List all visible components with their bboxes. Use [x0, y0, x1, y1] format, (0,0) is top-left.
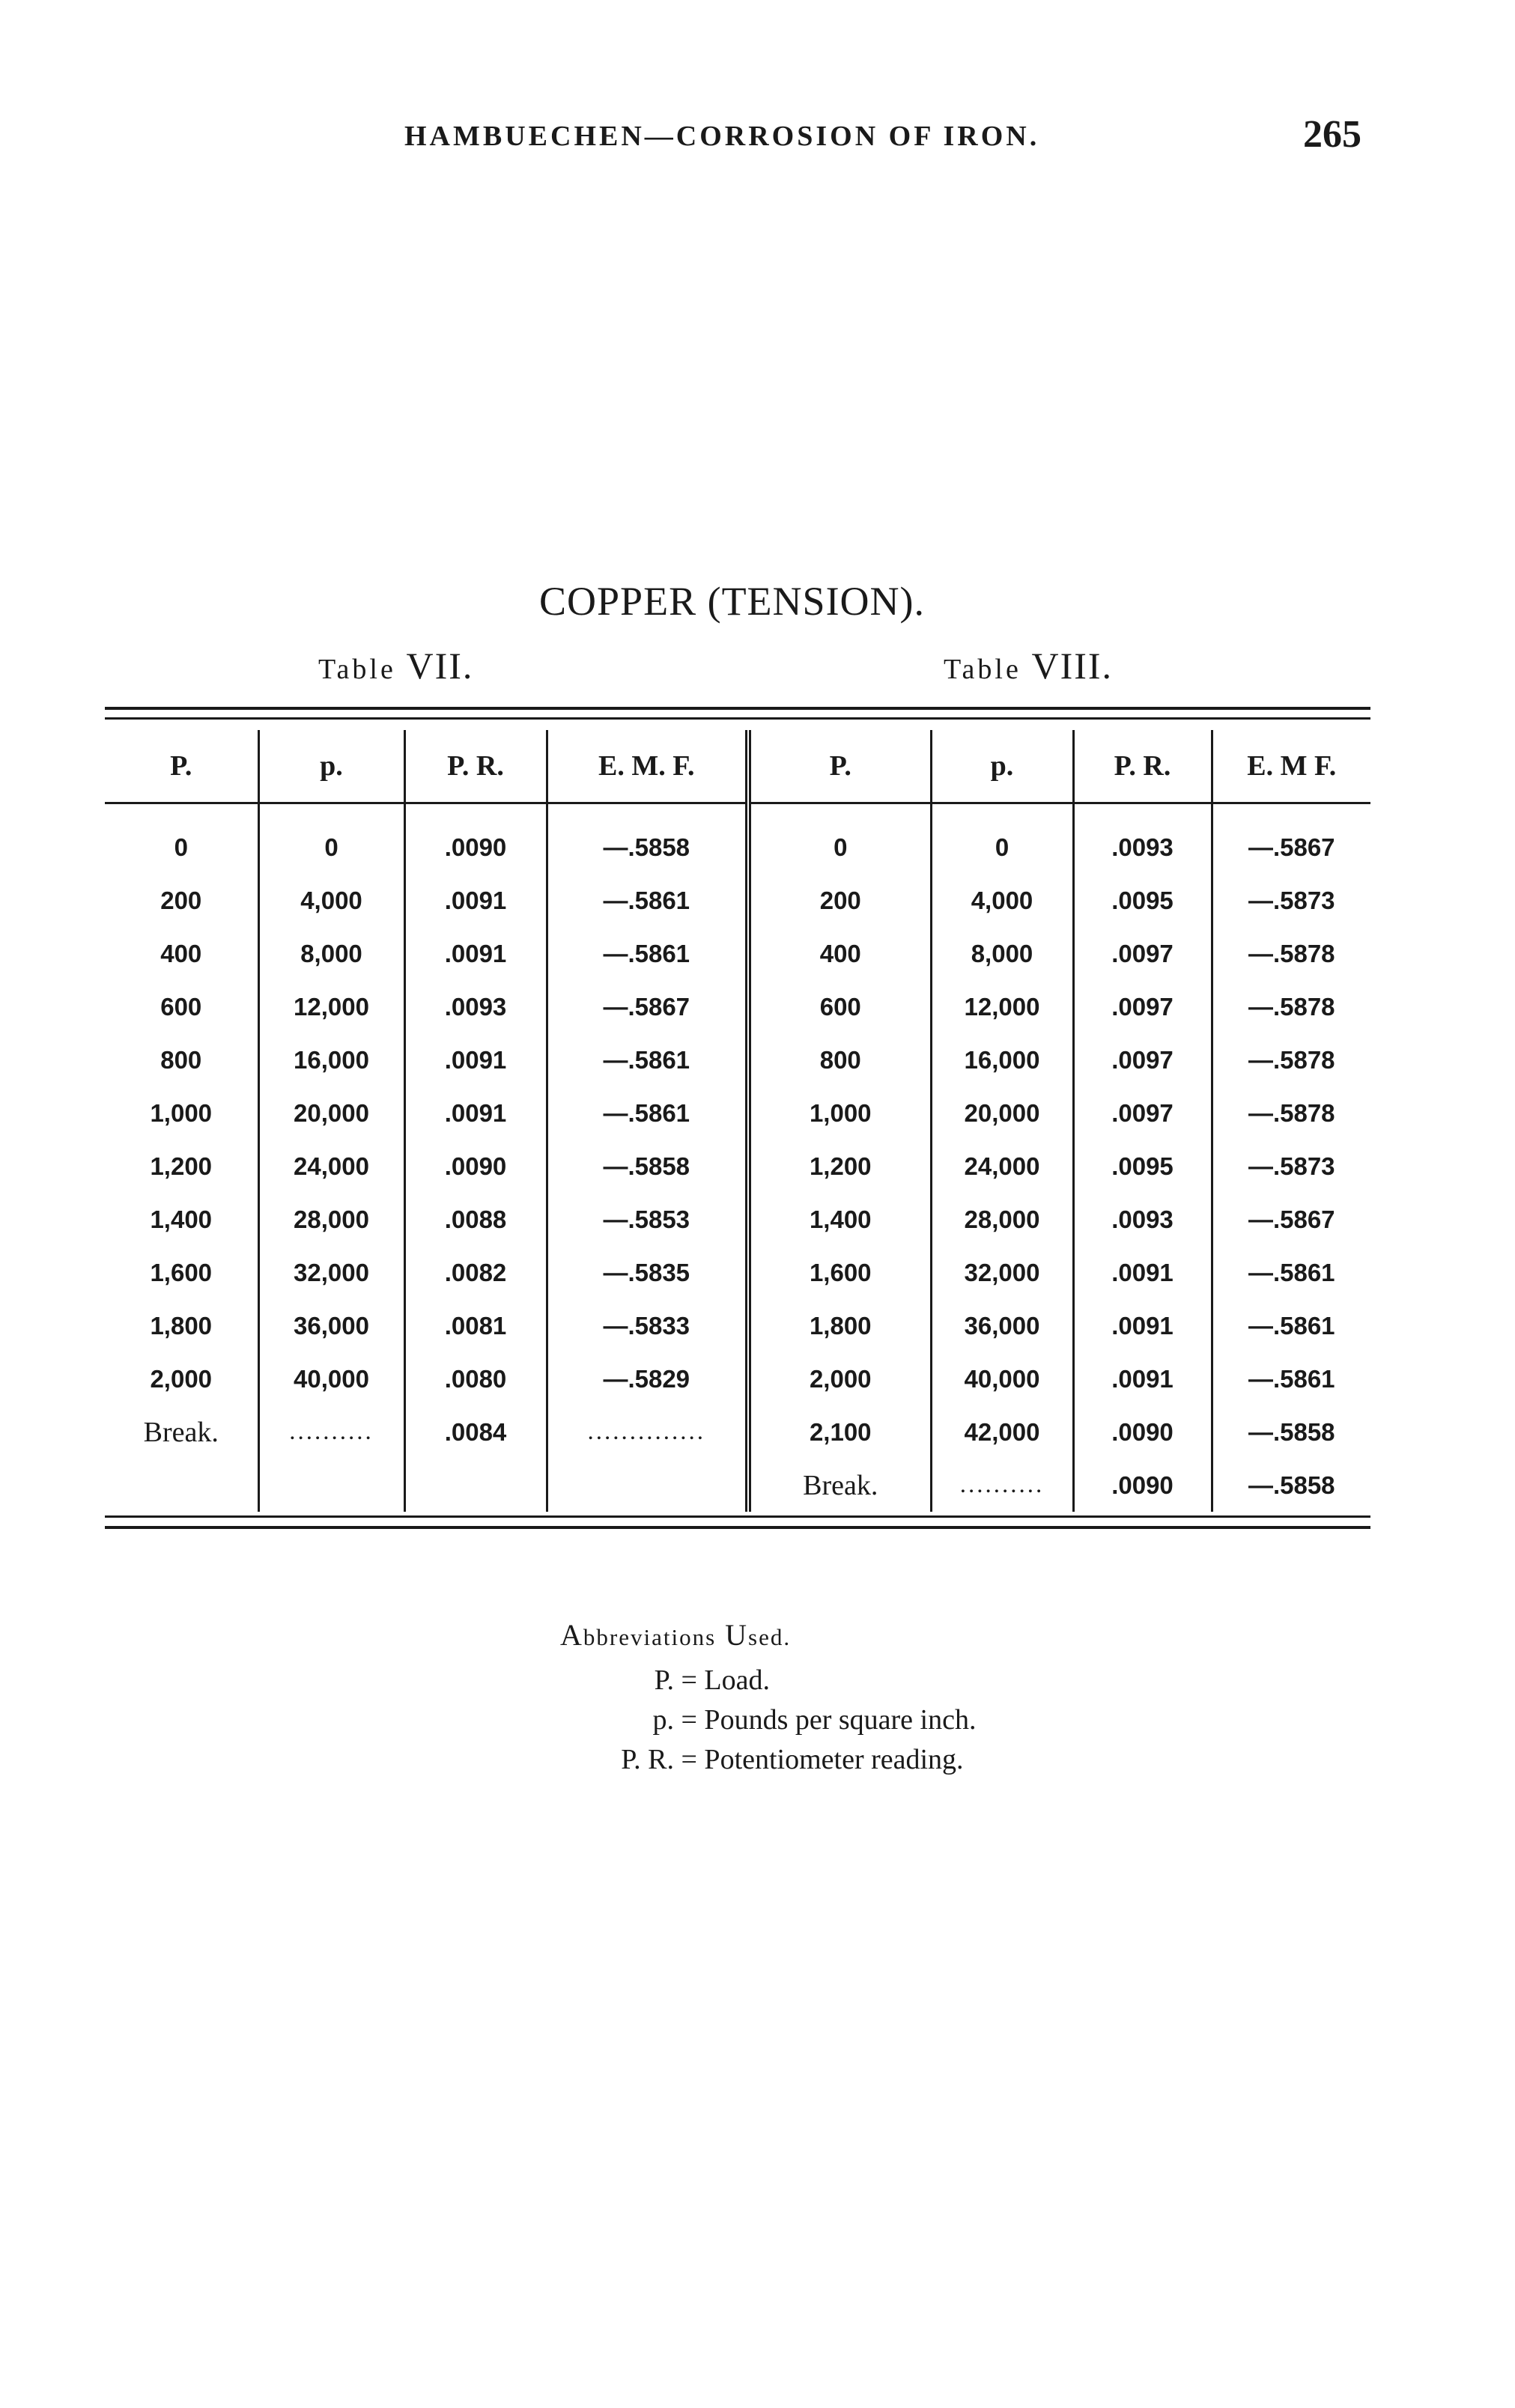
table-row	[105, 1246, 745, 1299]
running-head: HAMBUECHEN—CORROSION OF IRON.	[404, 121, 1040, 152]
abbreviation-key: P. R.	[621, 1744, 674, 1775]
abbreviation-value: = Potentiometer reading.	[681, 1744, 964, 1775]
cell-pounds: 36,000	[258, 1299, 404, 1352]
cell-pounds: 20,000	[258, 1086, 404, 1140]
table-row	[751, 1405, 1370, 1459]
cell-emf: —.5878	[1212, 980, 1370, 1033]
cell-emf: —.5861	[1212, 1299, 1370, 1352]
cell-load: Break.	[803, 1469, 878, 1501]
cell-pr: .0081	[404, 1299, 547, 1352]
table-row	[751, 1352, 1370, 1405]
table-row	[105, 1459, 745, 1512]
table-row	[751, 1299, 1370, 1352]
table-row	[105, 1352, 745, 1405]
table-viii-header-pounds: p.	[931, 730, 1073, 803]
cell-pounds: 28,000	[258, 1193, 404, 1246]
table-row	[751, 980, 1370, 1033]
cell-pounds: 40,000	[258, 1352, 404, 1405]
cell-pr: .0091	[1073, 1299, 1212, 1352]
table-row	[105, 874, 745, 927]
abbreviation-key: P.	[654, 1664, 674, 1696]
cell-pounds: 8,000	[258, 927, 404, 980]
cell-emf: —.5858	[1212, 1405, 1370, 1459]
cell-pounds: 36,000	[931, 1299, 1073, 1352]
cell-pr: .0080	[404, 1352, 547, 1405]
table-viii-header-emf: E. M F.	[1212, 730, 1370, 803]
cell-emf: —.5861	[547, 874, 745, 927]
cell-pr: .0097	[1073, 1086, 1212, 1140]
cell-emf: ..............	[547, 1405, 745, 1459]
cell-load: 1,600	[150, 1258, 213, 1286]
cell-emf: —.5833	[547, 1299, 745, 1352]
cell-load	[105, 1459, 258, 1512]
cell-pr: .0093	[404, 980, 547, 1033]
top-rule-inner	[105, 717, 1370, 720]
cell-pr: .0091	[404, 874, 547, 927]
table-row	[751, 1140, 1370, 1193]
table-row	[751, 927, 1370, 980]
cell-pounds: 16,000	[258, 1033, 404, 1086]
table-viii-header-load: P.	[751, 730, 931, 803]
cell-load: 1,400	[150, 1205, 213, 1233]
cell-pr: .0091	[1073, 1246, 1212, 1299]
table-vii	[105, 730, 745, 1512]
table-row	[105, 1405, 745, 1459]
section-title: COPPER (TENSION).	[539, 579, 926, 624]
cell-load: 1,600	[809, 1258, 872, 1286]
cell-pounds: 4,000	[931, 874, 1073, 927]
cell-emf: —.5861	[547, 1033, 745, 1086]
cell-load: 800	[160, 1045, 202, 1074]
cell-emf: —.5878	[1212, 1033, 1370, 1086]
cell-pounds: 12,000	[258, 980, 404, 1033]
cell-load: 200	[819, 886, 861, 914]
cell-emf: —.5853	[547, 1193, 745, 1246]
abbreviation-value: = Load.	[681, 1664, 771, 1696]
cell-pr: .0091	[404, 1086, 547, 1140]
cell-load: 2,100	[809, 1417, 872, 1446]
cell-emf: —.5829	[547, 1352, 745, 1405]
cell-pounds: 12,000	[931, 980, 1073, 1033]
top-rule-outer	[105, 707, 1370, 710]
abbreviations-heading-initial-2: U	[725, 1618, 749, 1652]
cell-pr: .0088	[404, 1193, 547, 1246]
table-vii-caption-number: VII.	[406, 645, 474, 687]
cell-pounds: 32,000	[258, 1246, 404, 1299]
table-vii-header-emf: E. M. F.	[547, 730, 745, 803]
cell-pr: .0091	[404, 927, 547, 980]
cell-emf: —.5858	[1212, 1459, 1370, 1512]
table-row	[105, 927, 745, 980]
cell-pounds: 32,000	[931, 1246, 1073, 1299]
cell-load: 600	[819, 992, 861, 1021]
table-viii-caption	[944, 644, 1113, 687]
cell-load: 400	[819, 939, 861, 967]
table-row	[751, 1086, 1370, 1140]
cell-emf: —.5867	[1212, 1193, 1370, 1246]
cell-load: 1,000	[150, 1098, 213, 1127]
cell-load: 1,400	[809, 1205, 872, 1233]
cell-emf: —.5867	[547, 980, 745, 1033]
cell-emf: —.5858	[547, 1140, 745, 1193]
cell-load: 1,000	[809, 1098, 872, 1127]
table-row	[105, 980, 745, 1033]
cell-load: 800	[819, 1045, 861, 1074]
table-row	[105, 1086, 745, 1140]
tables-container	[105, 730, 1370, 1512]
table-viii-caption-word: Table	[944, 654, 1021, 685]
table-row	[105, 1299, 745, 1352]
abbreviation-item	[560, 1743, 964, 1776]
cell-emf: —.5878	[1212, 1086, 1370, 1140]
cell-pr: .0095	[1073, 1140, 1212, 1193]
cell-pr: .0093	[1073, 803, 1212, 875]
cell-pr: .0090	[404, 803, 547, 875]
cell-load: 2,000	[809, 1364, 872, 1393]
cell-emf: —.5861	[1212, 1352, 1370, 1405]
abbreviation-key: p.	[652, 1704, 674, 1736]
table-viii	[751, 730, 1370, 1512]
cell-emf: —.5861	[1212, 1246, 1370, 1299]
cell-pounds: 0	[931, 803, 1073, 875]
table-row	[105, 803, 745, 875]
page-number: 265	[1303, 113, 1361, 156]
cell-pr	[404, 1459, 547, 1512]
abbreviations-heading-rest-2: sed.	[748, 1624, 792, 1650]
abbreviation-item	[560, 1664, 770, 1697]
table-divider	[745, 730, 751, 1512]
cell-pounds: 16,000	[931, 1033, 1073, 1086]
cell-load: 400	[160, 939, 202, 967]
cell-pr: .0091	[404, 1033, 547, 1086]
cell-load: 600	[160, 992, 202, 1021]
cell-load: 1,800	[150, 1311, 213, 1340]
cell-load: 200	[160, 886, 202, 914]
table-viii-body	[751, 803, 1370, 1512]
table-row	[751, 803, 1370, 875]
cell-pr: .0090	[404, 1140, 547, 1193]
cell-pounds	[258, 1459, 404, 1512]
cell-pounds: 0	[258, 803, 404, 875]
cell-load: 0	[174, 833, 188, 861]
cell-emf: —.5861	[547, 1086, 745, 1140]
cell-pounds: 42,000	[931, 1405, 1073, 1459]
cell-load: 1,200	[150, 1152, 213, 1180]
cell-pounds: 20,000	[931, 1086, 1073, 1140]
cell-load: 1,800	[809, 1311, 872, 1340]
cell-emf	[547, 1459, 745, 1512]
cell-load: Break.	[143, 1416, 219, 1448]
abbreviation-value: = Pounds per square inch.	[681, 1704, 977, 1736]
bottom-rule-outer	[105, 1526, 1370, 1529]
table-vii-body	[105, 803, 745, 1512]
table-row	[751, 1246, 1370, 1299]
abbreviations-heading-rest: bbreviations	[583, 1624, 717, 1650]
cell-pr: .0097	[1073, 1033, 1212, 1086]
table-vii-header-pounds: p.	[258, 730, 404, 803]
cell-pr: .0093	[1073, 1193, 1212, 1246]
cell-pounds: 28,000	[931, 1193, 1073, 1246]
cell-pr: .0095	[1073, 874, 1212, 927]
cell-emf: —.5858	[547, 803, 745, 875]
cell-pounds: 24,000	[258, 1140, 404, 1193]
cell-emf: —.5873	[1212, 874, 1370, 927]
table-viii-header-row	[751, 730, 1370, 803]
cell-pr: .0097	[1073, 980, 1212, 1033]
cell-pounds: ..........	[258, 1405, 404, 1459]
cell-pounds: 40,000	[931, 1352, 1073, 1405]
cell-emf: —.5867	[1212, 803, 1370, 875]
table-vii-header-load: P.	[105, 730, 258, 803]
table-vii-caption	[318, 644, 473, 687]
cell-pounds: 8,000	[931, 927, 1073, 980]
abbreviations-heading	[560, 1617, 791, 1653]
cell-pounds: 4,000	[258, 874, 404, 927]
table-vii-header-row	[105, 730, 745, 803]
cell-pr: .0090	[1073, 1459, 1212, 1512]
table-row	[751, 1193, 1370, 1246]
cell-emf: —.5861	[547, 927, 745, 980]
cell-pr: .0091	[1073, 1352, 1212, 1405]
abbreviations-heading-initial: A	[560, 1618, 583, 1652]
cell-load: 0	[834, 833, 848, 861]
table-row	[751, 1459, 1370, 1512]
table-row	[751, 874, 1370, 927]
cell-emf: —.5878	[1212, 927, 1370, 980]
table-vii-caption-word: Table	[318, 654, 396, 685]
table-row	[105, 1193, 745, 1246]
cell-pounds: ..........	[931, 1459, 1073, 1512]
cell-load: 2,000	[150, 1364, 213, 1393]
cell-load: 1,200	[809, 1152, 872, 1180]
bottom-rule-inner	[105, 1515, 1370, 1518]
table-row	[751, 1033, 1370, 1086]
table-row	[105, 1033, 745, 1086]
cell-pr: .0084	[404, 1405, 547, 1459]
cell-pounds: 24,000	[931, 1140, 1073, 1193]
cell-pr: .0097	[1073, 927, 1212, 980]
table-viii-header-pr: P. R.	[1073, 730, 1212, 803]
abbreviation-item	[560, 1703, 976, 1736]
table-vii-header-pr: P. R.	[404, 730, 547, 803]
cell-pr: .0082	[404, 1246, 547, 1299]
cell-emf: —.5835	[547, 1246, 745, 1299]
cell-emf: —.5873	[1212, 1140, 1370, 1193]
table-viii-caption-number: VIII.	[1031, 645, 1114, 687]
table-row	[105, 1140, 745, 1193]
cell-pr: .0090	[1073, 1405, 1212, 1459]
